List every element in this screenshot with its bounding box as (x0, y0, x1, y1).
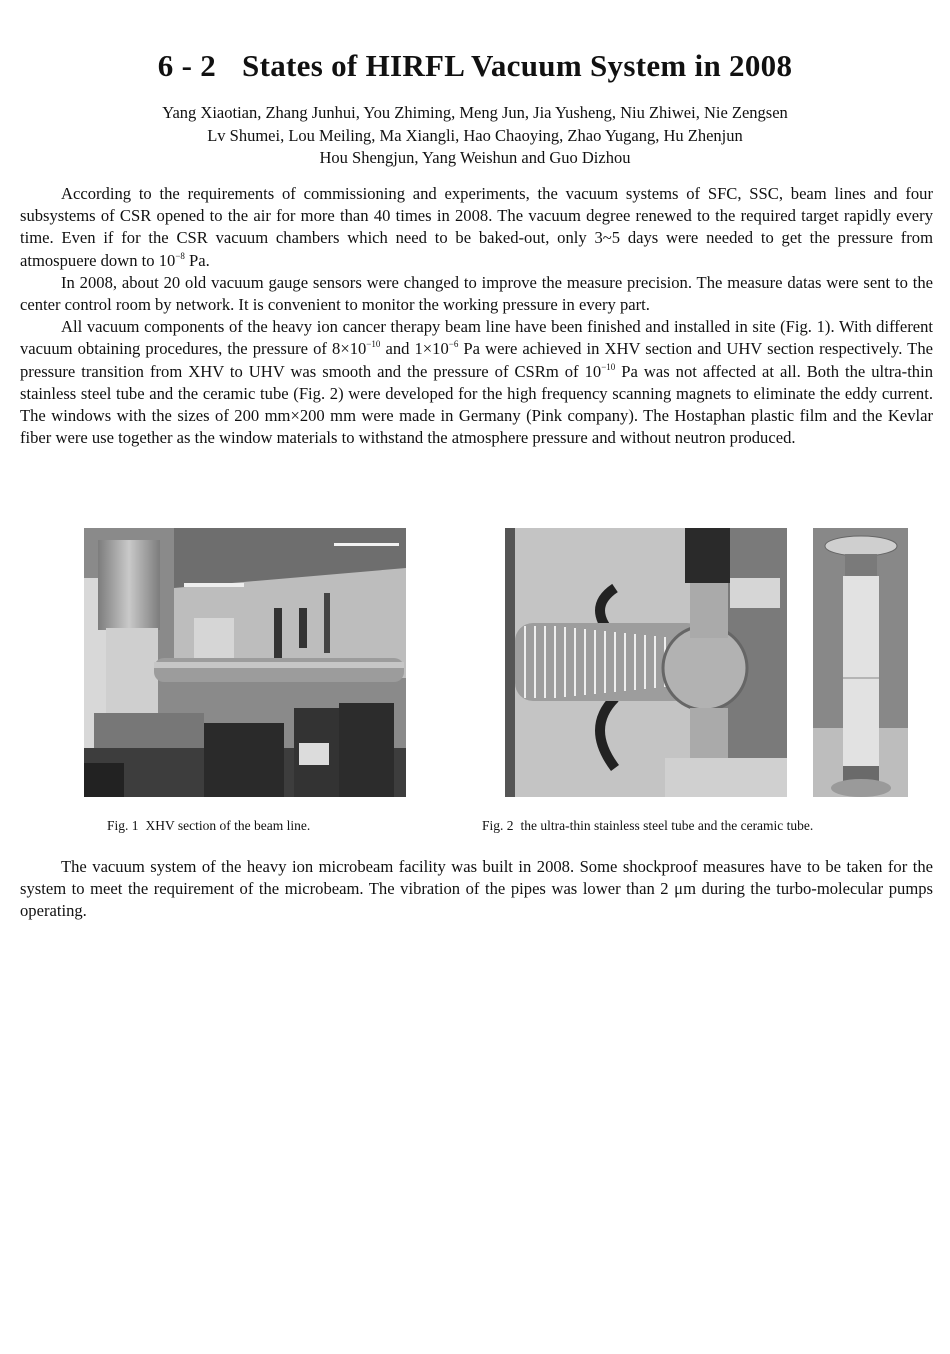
paragraph-2: In 2008, about 20 old vacuum gauge sensors were changed to improve the measure precision. The measure datas were sent to the center control room by network. It is convenient to monitor the working pressure in every part. (20, 272, 933, 315)
text-run: Pa was not affected at all. Both the ultra-thin stainless steel tube and the ceramic tube (Fig. 2) were developed for the high frequency scanning magnets to eliminate the eddy current. The windows with the sizes of 200 mm×200 mm were made in Germany (Pink company). The Hostaphan plastic film and the Kevlar fiber were use together as the window materials to withstand the atmosphere pressure and without neutron produced. (20, 361, 934, 448)
body-text-upper (20, 183, 933, 449)
paper-title (0, 48, 950, 84)
ceramic-tube-photo (813, 528, 908, 797)
figure-2-caption (482, 818, 813, 834)
paragraph-1 (20, 183, 933, 272)
author-line: Lv Shumei, Lou Meiling, Ma Xiangli, Hao Chaoying, Zhao Yugang, Hu Zhenjun (207, 125, 743, 145)
figure-label: Fig. 2 (482, 818, 514, 833)
caption-text: XHV section of the beam line. (145, 818, 311, 833)
superscript: −10 (601, 361, 616, 372)
author-line: Yang Xiaotian, Zhang Junhui, You Zhiming, Meng Jun, Jia Yusheng, Niu Zhiwei, Nie Zengsen (162, 103, 788, 122)
superscript: −6 (448, 339, 459, 350)
section-number: 6 - 2 (157, 48, 217, 83)
text-run: and 1×10 (380, 339, 449, 359)
superscript: −10 (366, 339, 381, 350)
superscript: −8 (175, 250, 185, 261)
paragraph-3 (20, 316, 933, 449)
body-text-lower (20, 856, 933, 923)
figure-2b-image (813, 528, 908, 797)
figure-label: Fig. 1 (107, 818, 139, 833)
beam-line-photo (84, 528, 406, 797)
text-run: According to the requirements of commissioning and experiments, the vacuum systems of SFC, SSC, beam lines and four subsystems of CSR opened to the air for more than 40 times in 2008. The vacuum degree renewed to the required target rapidly every time. Even if for the CSR vacuum chambers which need to be baked-out, only 3~5 days were needed to get the pressure from atmospuere down to 10 (20, 184, 933, 270)
figure-2a-image (505, 528, 787, 797)
author-line: Hou Shengjun, Yang Weishun and Guo Dizhou (319, 148, 631, 167)
paragraph-4: The vacuum system of the heavy ion microbeam facility was built in 2008. Some shockproof measures have to be taken for the system to meet the requirement of the microbeam. The vibration of the pipes was lower than 2 μm during the turbo-molecular pumps operating. (20, 857, 933, 921)
caption-text: the ultra-thin stainless steel tube and the ceramic tube. (520, 818, 814, 833)
author-list (0, 102, 950, 170)
text-run: All vacuum components of the heavy ion cancer therapy beam line have been finished and installed in site (Fig. 1). With different vacuum obtaining procedures, the pressure of 8×10 (20, 317, 933, 359)
steel-tube-photo (505, 528, 787, 797)
figure-1-image (84, 528, 406, 797)
text-run: Pa. (184, 250, 210, 270)
figure-1-caption (107, 818, 310, 834)
title-text: States of HIRFL Vacuum System in 2008 (242, 48, 793, 83)
text-run: Pa were achieved in XHV section and UHV section respectively. The pressure transition from XHV to UHV was smooth and the pressure of CSRm of 10 (20, 339, 933, 381)
